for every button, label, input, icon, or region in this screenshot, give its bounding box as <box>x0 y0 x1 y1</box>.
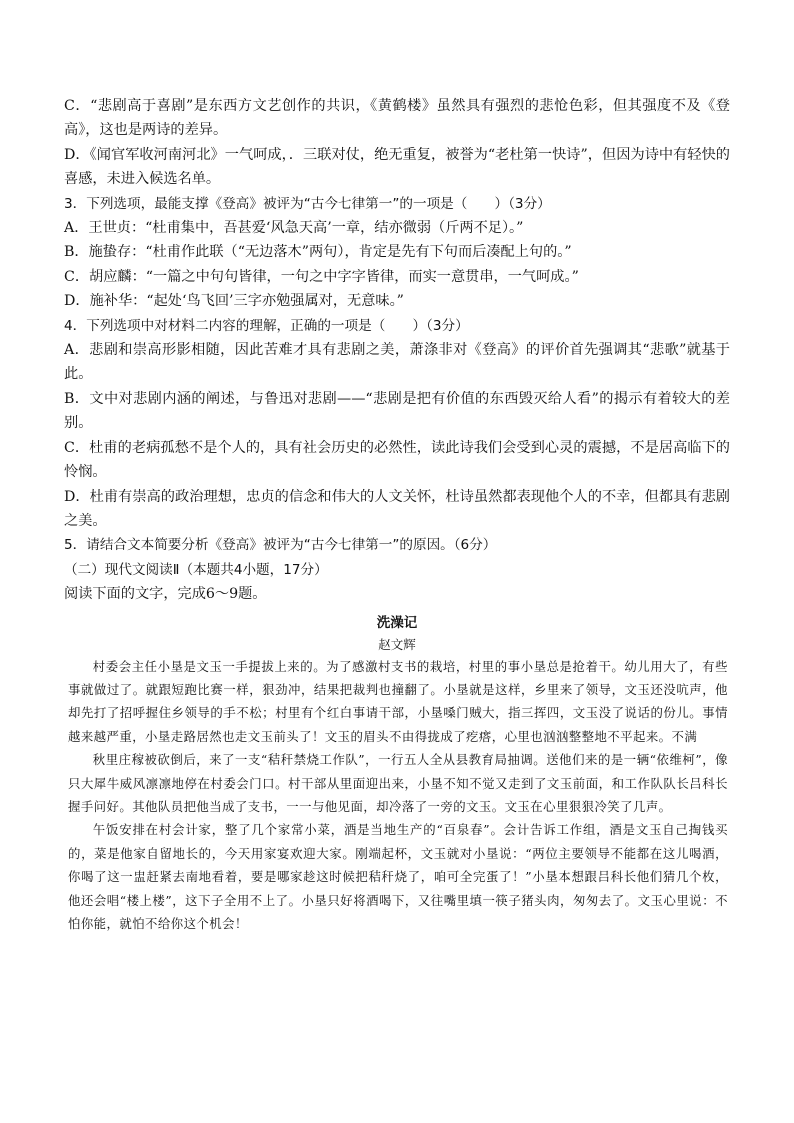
q4-stem: 4．下列选项中对材料二内容的理解，正确的一项是（ ）（3分） <box>64 317 469 334</box>
q3-option-b: B．施蛰存：“杜甫作此联（“无边落木”两句），肯定是先有下句而后凑配上句的。” <box>64 244 572 261</box>
q2-option-d: D．《闻官军收河南河北》一气呵成，．三联对仗，绝无重复，被誉为“老杜第一快诗”，但因为诗中有轻快的喜感，未进入候选名单。 <box>64 146 730 188</box>
q3-option-d: D．施补华：“起处‘鸟飞回’三字亦勉强属对，无意味。” <box>64 293 404 310</box>
exam-page <box>64 94 730 935</box>
q3-stem: 3．下列选项，最能支撑《登高》被评为“古今七律第一”的一项是（ ）（3分） <box>64 195 551 212</box>
story-paragraph-2: 秋里庄稼被砍倒后，来了一支“秸秆禁烧工作队”，一行五人全从县教育局抽调。送他们来的是一辆“依维柯”，像只大犀牛威风凛凛地停在村委会门口。村干部从里面迎出来，小垦不知不觉又走到了文玉前面，和工作队队长吕科长握手问好。其他队员把他当成了支书，一一与他见面，却冷落了一旁的文玉。文玉在心里狠狠冷笑了几声。 <box>68 752 728 814</box>
story-title: 洗澡记 <box>376 614 418 631</box>
q5-stem: 5．请结合文本简要分析《登高》被评为“古今七律第一”的原因。（6分） <box>64 537 497 554</box>
story-paragraph-3: 午饭安排在村会计家，整了几个家常小菜，酒是当地生产的“百泉春”。会计告诉工作组，酒是文玉自己掏钱买的，菜是他家自留地长的，今天用家宴欢迎大家。刚端起杯，文玉就对小垦说：“两位主要领导不能都在这儿喝酒，你喝了这一盅赶紧去南地看着，要是哪家趁这时候把秸秆烧了，咱可全完蛋了！”小垦本想跟吕科长他们猜几个枚，他还会唱“楼上楼”，这下子全用不上了。小垦只好将酒喝下，又往嘴里填一筷子猪头肉，匆匆去了。文玉心里说：不怕你能，就怕不给你这个机会！ <box>68 822 728 931</box>
story-paragraph-1: 村委会主任小垦是文玉一手提拔上来的。为了感激村支书的栽培，村里的事小垦总是抢着干。幼儿用大了，有些事就做过了。就跟短跑比赛一样，狠劲冲，结果把裁判也撞翻了。小垦就是这样，乡里来了领导，文玉还没吭声，他却先打了招呼握住乡领导的手不松；村里有个红白事请干部，小垦嗓门贼大，指三挥四，文玉没了说话的份儿。事情越来越严重，小垦走路居然也走文玉前头了！文玉的眉头不由得拢成了疙瘩，心里也汹汹整整地不平起来。不满 <box>68 658 728 744</box>
q3-option-a: A．王世贞：“杜甫集中，吾甚爱‘风急天高’一章，结亦微弱（斤两不足）。” <box>64 220 524 237</box>
reading-instruction: 阅读下面的文字，完成6～9题。 <box>64 586 267 603</box>
q2-option-c: C．“悲剧高于喜剧”是东西方文艺创作的共识，《黄鹤楼》虽然具有强烈的悲怆色彩，但其强度不及《登高》，这也是两诗的差异。 <box>64 98 730 139</box>
q3-option-c: C．胡应麟：“一篇之中句句皆律，一句之中字字皆律，而实一意贯串，一气呵成。” <box>64 268 579 285</box>
story-author: 赵文辉 <box>378 636 416 652</box>
section-heading: （二）现代文阅读Ⅱ（本题共4小题，17分） <box>64 561 328 578</box>
q4-option-d: D．杜甫有崇高的政治理想，忠贞的信念和伟大的人文关怀，杜诗虽然都表现他个人的不幸，但都具有悲剧之美。 <box>64 488 730 529</box>
q4-option-a: A．悲剧和崇高形影相随，因此苦难才具有悲剧之美，萧涤非对《登高》的评价首先强调其“悲歌”就基于此。 <box>64 342 730 383</box>
q4-option-c: C．杜甫的老病孤愁不是个人的，具有社会历史的必然性，读此诗我们会受到心灵的震撼，不是居高临下的怜悯。 <box>64 439 730 481</box>
q4-option-b: B．文中对悲剧内涵的阐述，与鲁迅对悲剧——“悲剧是把有价值的东西毁灭给人看”的揭示有着较大的差别。 <box>64 390 730 432</box>
